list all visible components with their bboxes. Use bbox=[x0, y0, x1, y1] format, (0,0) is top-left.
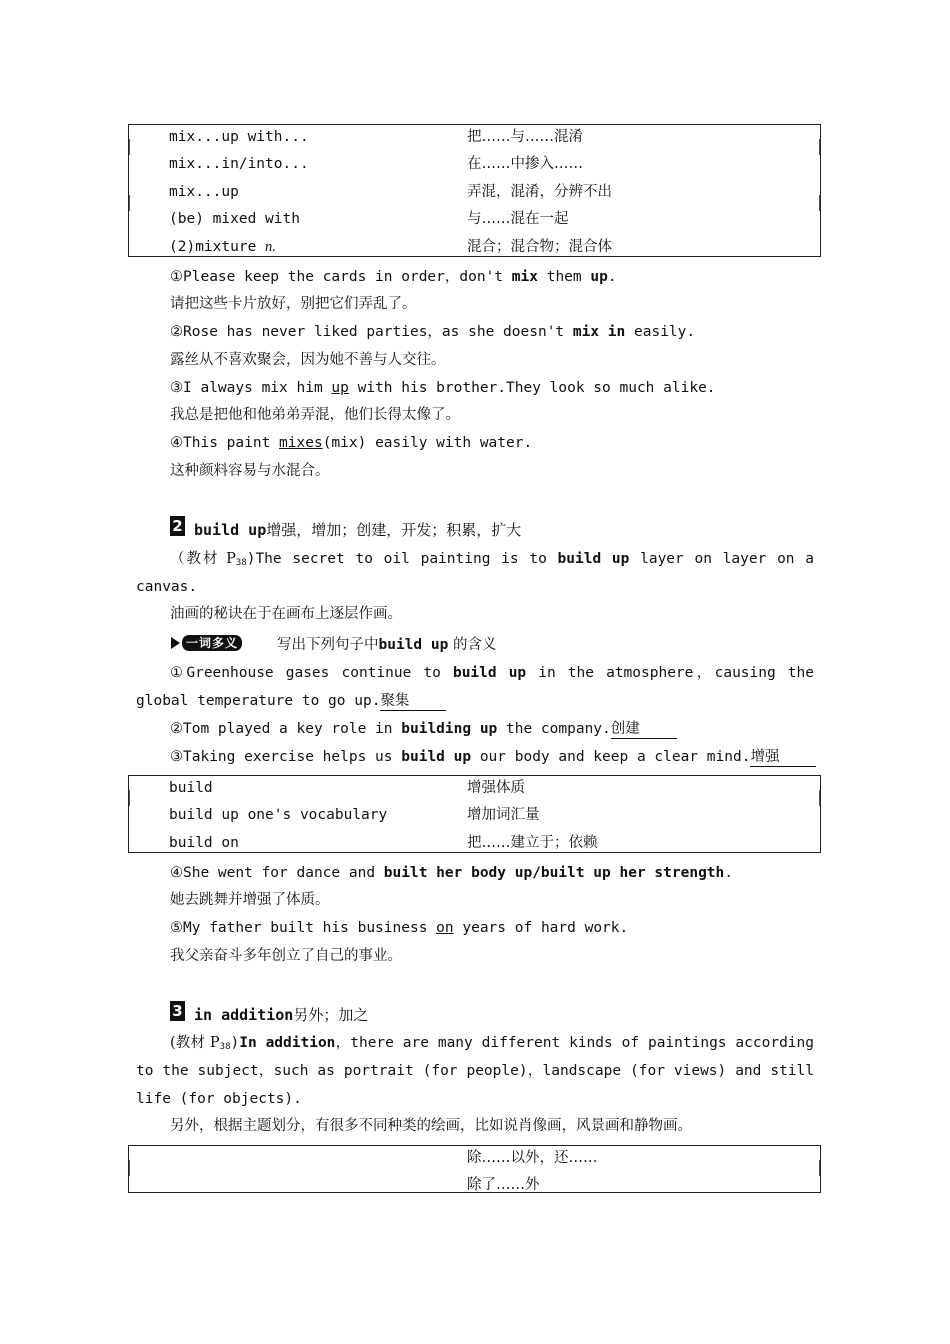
example-translation: 她去跳舞并增强了体质。 bbox=[170, 892, 330, 908]
textbook-sentence: （教材 $P_{38})The$ secret to oil painting is to build up layer on layer on a bbox=[170, 551, 814, 568]
table-row bbox=[129, 829, 820, 857]
phrase-en: mix...in/into... bbox=[169, 156, 309, 172]
textbook-translation: 另外，根据主题划分，有很多不同种类的绘画，比如说肖像画，风景画和静物画。 bbox=[170, 1118, 692, 1134]
textbook-sentence: (教材 $P_{38})In$ addition，there are many different kinds of paintings according bbox=[170, 1035, 814, 1052]
key-phrase: build up bbox=[194, 521, 267, 539]
table-row bbox=[129, 1171, 820, 1199]
example-sentence: ①Please keep the cards in order，don't mix them up. bbox=[170, 269, 617, 285]
fill-in-answer: on bbox=[436, 920, 454, 936]
phrase-en: mix...up with... bbox=[169, 129, 309, 145]
phrase-zh: 把……建立于；依赖 bbox=[467, 835, 598, 851]
phrase-en: build on bbox=[169, 835, 239, 851]
phrase-zh: 增加词汇量 bbox=[467, 807, 540, 823]
exercise-instruction: 写出下列句子中build up 的含义 bbox=[277, 637, 497, 653]
phrase-table-addition bbox=[128, 1145, 821, 1193]
fill-in-answer: mixes bbox=[279, 435, 323, 451]
section-heading: in addition另外；加之 bbox=[194, 1006, 369, 1024]
answer-blank: 聚集 bbox=[380, 693, 446, 711]
textbook-translation: 油画的秘诀在于在画布上逐层作画。 bbox=[170, 606, 402, 622]
textbook-sentence-cont: life (for objects). bbox=[136, 1091, 302, 1107]
textbook-sentence-cont: to the subject，such as portrait (for people)，landscape (for views) and still bbox=[136, 1063, 814, 1079]
exercise-question: ②Tom played a key role in building up the company.创建 bbox=[170, 719, 677, 739]
phrase-zh: 除……以外，还…… bbox=[467, 1150, 598, 1166]
table-row bbox=[129, 205, 820, 233]
example-sentence: ⑤My father built his business on years of hard work. bbox=[170, 920, 629, 936]
example-sentence: ②Rose has never liked parties，as she doesn't mix in easily. bbox=[170, 324, 696, 340]
section-heading: build up增强，增加；创建，开发；积累，扩大 bbox=[194, 521, 522, 539]
table-row bbox=[129, 178, 820, 206]
section-number-badge: 2 bbox=[170, 516, 185, 536]
phrase-en: mix...up bbox=[169, 184, 239, 200]
phrase-table-mix bbox=[128, 124, 821, 257]
phrase-zh: 增强体质 bbox=[467, 780, 525, 796]
example-translation: 我总是把他和他弟弟弄混，他们长得太像了。 bbox=[170, 407, 460, 423]
phrase-en: build bbox=[169, 780, 213, 796]
phrase-zh: 除了……外 bbox=[467, 1177, 540, 1193]
table-row bbox=[129, 233, 820, 261]
phrase-zh: 与……混在一起 bbox=[467, 211, 569, 227]
exercise-question: ③Taking exercise helps us build up our body and keep a clear mind.增强 bbox=[170, 747, 816, 767]
answer-blank: 增强 bbox=[750, 749, 816, 767]
fill-in-answer: up bbox=[331, 380, 349, 396]
phrase-table-build bbox=[128, 775, 821, 853]
textbook-sentence-cont: canvas. bbox=[136, 579, 198, 595]
table-row bbox=[129, 801, 820, 829]
polysemy-tag: 一词多义 bbox=[171, 634, 259, 650]
exercise-question: ①Greenhouse gases continue to build up in the atmosphere，causing the bbox=[170, 665, 814, 681]
phrase-zh: 弄混，混淆，分辨不出 bbox=[467, 184, 612, 200]
phrase-en: (2)mixture n. bbox=[169, 239, 276, 255]
table-row bbox=[129, 774, 820, 802]
section-number-badge: 3 bbox=[170, 1001, 185, 1021]
phrase-zh: 在……中掺入…… bbox=[467, 156, 583, 172]
example-translation: 露丝从不喜欢聚会，因为她不善与人交往。 bbox=[170, 352, 446, 368]
table-row bbox=[129, 1144, 820, 1172]
example-sentence: ③I always mix him up with his brother.They look so much alike. bbox=[170, 380, 716, 396]
table-row bbox=[129, 123, 820, 151]
exercise-question-cont: global temperature to go up.聚集 bbox=[136, 691, 814, 711]
example-sentence: ④She went for dance and built her body up/built up her strength. bbox=[170, 865, 733, 881]
phrase-zh: 把……与……混淆 bbox=[467, 129, 583, 145]
phrase-en: build up one's vocabulary bbox=[169, 807, 388, 823]
example-translation: 我父亲奋斗多年创立了自己的事业。 bbox=[170, 948, 402, 964]
example-translation: 请把这些卡片放好，别把它们弄乱了。 bbox=[170, 296, 417, 312]
example-translation: 这种颜料容易与水混合。 bbox=[170, 463, 330, 479]
phrase-en: (be) mixed with bbox=[169, 211, 300, 227]
key-phrase: in addition bbox=[194, 1006, 294, 1024]
example-sentence: ④This paint mixes(mix) easily with water. bbox=[170, 435, 533, 451]
answer-blank: 创建 bbox=[611, 721, 677, 739]
table-row bbox=[129, 150, 820, 178]
arrow-icon bbox=[171, 637, 180, 649]
phrase-zh: 混合；混合物；混合体 bbox=[467, 239, 612, 255]
